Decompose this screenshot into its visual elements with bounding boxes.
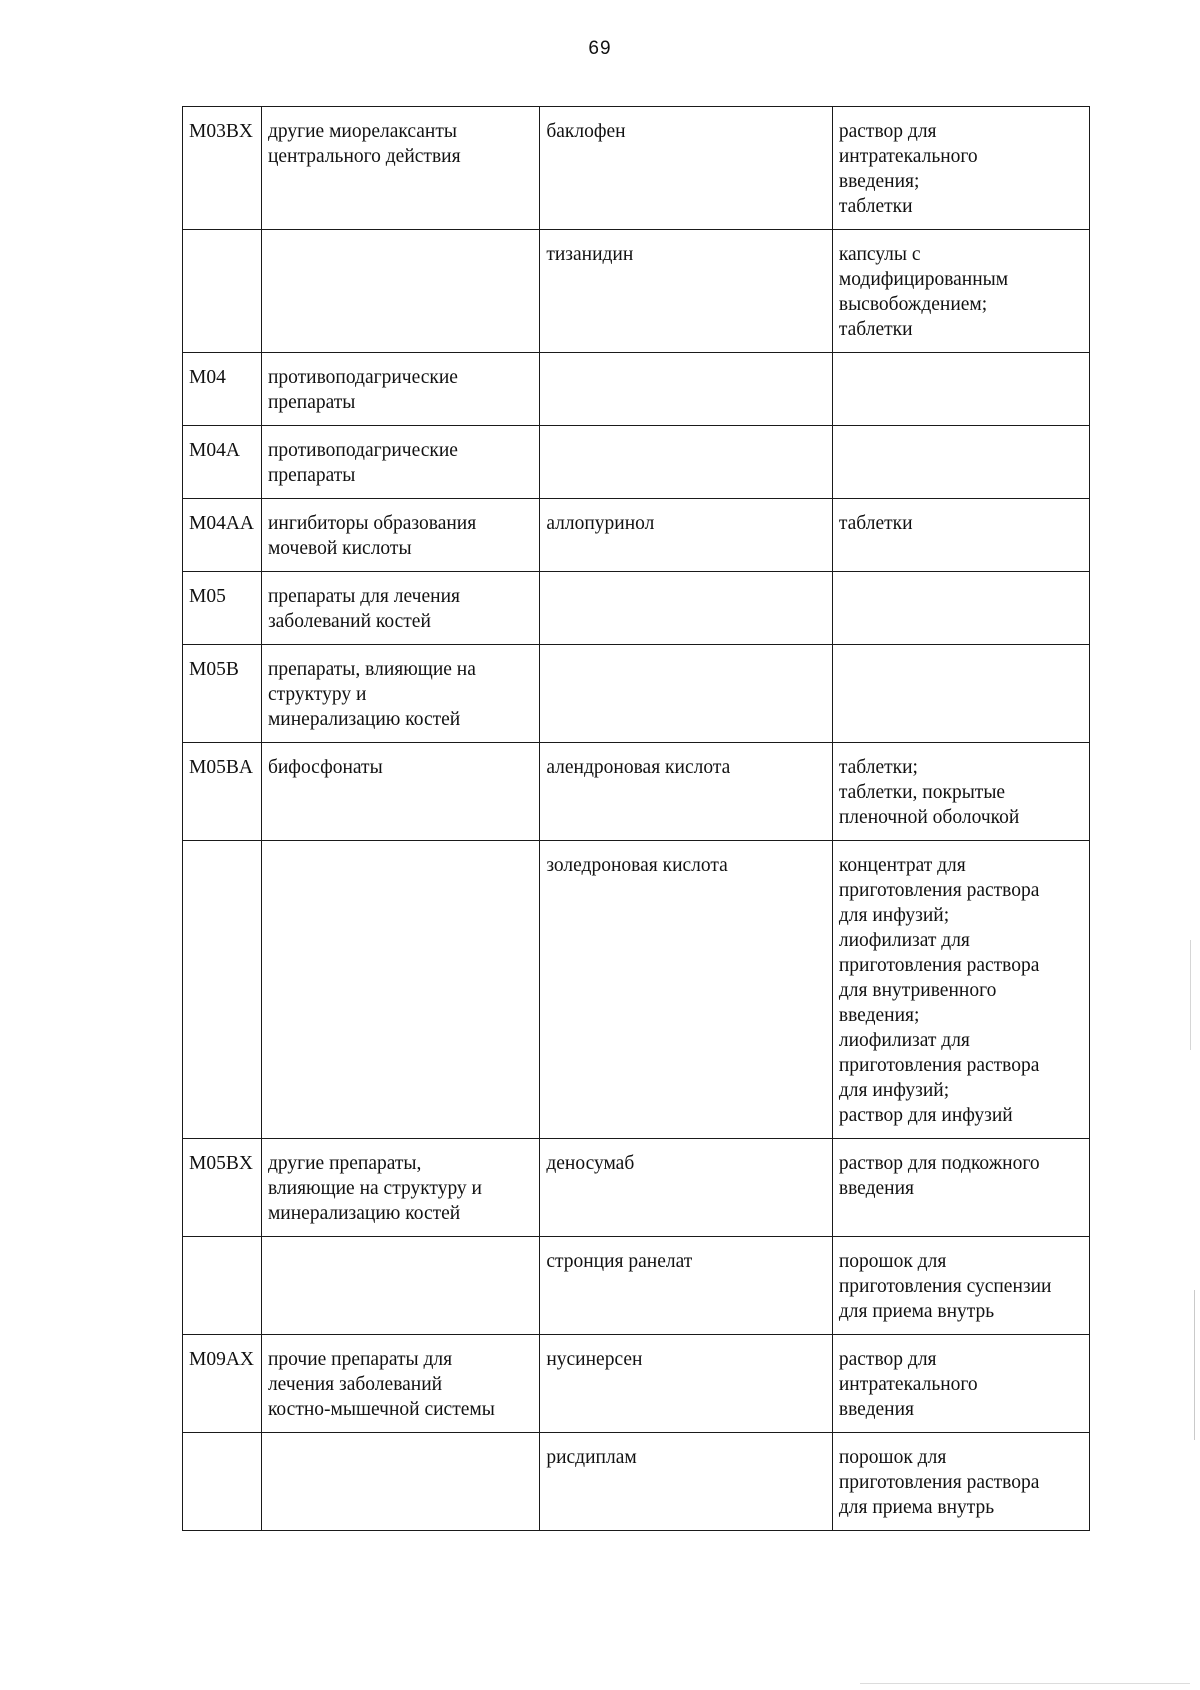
atc-code-cell — [183, 107, 262, 230]
atc-code-cell — [183, 230, 262, 353]
cell-text-line: раствор для — [838, 121, 937, 142]
drug-name-cell — [540, 1237, 833, 1335]
cell-text-line: капсулы с — [838, 244, 921, 265]
cell-text-line: баклофен — [546, 121, 626, 142]
cell-text-line: введения — [838, 1178, 914, 1199]
scan-artifact — [860, 1683, 1190, 1684]
pharmacological-group-cell — [261, 1139, 539, 1237]
table-row — [183, 645, 1090, 743]
cell-text-line: лиофилизат для — [838, 930, 970, 951]
cell-text-line: порошок для — [838, 1251, 947, 1272]
drug-name-cell — [540, 107, 833, 230]
dosage-forms-cell — [832, 841, 1089, 1139]
cell-text-line: препараты — [267, 392, 356, 413]
table-row — [183, 107, 1090, 230]
cell-text-line: минерализацию костей — [267, 709, 461, 730]
drug-name-cell — [540, 499, 833, 572]
pharmacological-group-cell — [261, 1237, 539, 1335]
table-row — [183, 1139, 1090, 1237]
cell-text-line: лиофилизат для — [838, 1030, 970, 1051]
atc-code-cell — [183, 572, 262, 645]
cell-text-line: тизанидин — [546, 244, 634, 265]
cell-text-line: приготовления раствора — [838, 955, 1040, 976]
cell-text-line: таблетки — [838, 319, 913, 340]
cell-text-line: высвобождением; — [838, 294, 988, 315]
cell-text-line: центрального действия — [267, 146, 461, 167]
dosage-forms-cell — [832, 230, 1089, 353]
pharmacological-group-cell — [261, 743, 539, 841]
cell-text-line: таблетки — [838, 196, 913, 217]
dosage-forms-cell — [832, 1237, 1089, 1335]
pharmacological-group-cell — [261, 841, 539, 1139]
table-body — [183, 107, 1090, 1531]
cell-text-line: аллопуринол — [546, 513, 655, 534]
cell-text-line: пленочной оболочкой — [838, 807, 1020, 828]
cell-text-line: для инфузий; — [838, 1080, 950, 1101]
pharmacological-group-cell — [261, 230, 539, 353]
cell-text-line: M03BX — [189, 121, 253, 142]
cell-text-line: интратекального — [838, 1374, 978, 1395]
cell-text-line: препараты — [267, 465, 356, 486]
cell-text-line: порошок для — [838, 1447, 947, 1468]
drug-name-cell — [540, 1335, 833, 1433]
atc-code-cell — [183, 743, 262, 841]
scan-artifact — [1194, 1290, 1195, 1440]
scan-artifact — [1190, 940, 1191, 1050]
dosage-forms-cell — [832, 1335, 1089, 1433]
cell-text-line: лечения заболеваний — [267, 1374, 443, 1395]
cell-text-line: раствор для — [838, 1349, 937, 1370]
atc-code-cell — [183, 1433, 262, 1531]
table-row — [183, 499, 1090, 572]
dosage-forms-cell — [832, 645, 1089, 743]
cell-text-line: препараты для лечения — [267, 586, 460, 607]
dosage-forms-cell — [832, 572, 1089, 645]
cell-text-line: противоподагрические — [267, 367, 458, 388]
cell-text-line: введения; — [838, 1005, 920, 1026]
dosage-forms-cell — [832, 1433, 1089, 1531]
cell-text-line: для приема внутрь — [838, 1497, 995, 1518]
pharmacological-group-cell — [261, 1433, 539, 1531]
drug-name-cell — [540, 353, 833, 426]
cell-text-line: M04AA — [189, 513, 255, 534]
cell-text-line: прочие препараты для — [267, 1349, 453, 1370]
dosage-forms-cell — [832, 1139, 1089, 1237]
cell-text-line: другие миорелаксанты — [267, 121, 457, 142]
atc-code-cell — [183, 1139, 262, 1237]
cell-text-line: приготовления раствора — [838, 1055, 1040, 1076]
cell-text-line: приготовления раствора — [838, 1472, 1040, 1493]
pharmacological-group-cell — [261, 1335, 539, 1433]
table-row — [183, 230, 1090, 353]
dosage-forms-cell — [832, 499, 1089, 572]
atc-code-cell — [183, 1237, 262, 1335]
cell-text-line: введения; — [838, 171, 920, 192]
cell-text-line: мочевой кислоты — [267, 538, 412, 559]
cell-text-line: таблетки, покрытые — [838, 782, 1006, 803]
drug-name-cell — [540, 645, 833, 743]
table-row — [183, 743, 1090, 841]
cell-text-line: костно-мышечной системы — [267, 1399, 495, 1420]
cell-text-line: алендроновая кислота — [546, 757, 731, 778]
pharmacological-group-cell — [261, 107, 539, 230]
drug-name-cell — [540, 572, 833, 645]
pharmacological-group-cell — [261, 572, 539, 645]
drug-name-cell — [540, 743, 833, 841]
cell-text-line: для инфузий; — [838, 905, 950, 926]
cell-text-line: противоподагрические — [267, 440, 458, 461]
cell-text-line: ингибиторы образования — [267, 513, 477, 534]
atc-code-cell — [183, 645, 262, 743]
cell-text-line: для приема внутрь — [838, 1301, 995, 1322]
cell-text-line: интратекального — [838, 146, 978, 167]
drug-name-cell — [540, 230, 833, 353]
cell-text-line: M04 — [189, 367, 226, 388]
cell-text-line: приготовления раствора — [838, 880, 1040, 901]
drug-name-cell — [540, 1433, 833, 1531]
cell-text-line: M05BA — [189, 757, 253, 778]
dosage-forms-cell — [832, 743, 1089, 841]
cell-text-line: таблетки; — [838, 757, 918, 778]
cell-text-line: структуру и — [267, 684, 367, 705]
cell-text-line: стронция ранелат — [546, 1251, 693, 1272]
cell-text-line: деносумаб — [546, 1153, 635, 1174]
drug-name-cell — [540, 841, 833, 1139]
cell-text-line: заболеваний костей — [267, 611, 431, 632]
cell-text-line: рисдиплам — [546, 1447, 637, 1468]
table-row — [183, 1433, 1090, 1531]
pharmacological-group-cell — [261, 499, 539, 572]
cell-text-line: M04A — [189, 440, 240, 461]
drug-table — [182, 106, 1090, 1531]
cell-text-line: введения — [838, 1399, 914, 1420]
table-row — [183, 353, 1090, 426]
cell-text-line: влияющие на структуру и — [267, 1178, 482, 1199]
cell-text-line: нусинерсен — [546, 1349, 643, 1370]
cell-text-line: другие препараты, — [267, 1153, 422, 1174]
drug-name-cell — [540, 1139, 833, 1237]
cell-text-line: золедроновая кислота — [546, 855, 728, 876]
cell-text-line: M05BX — [189, 1153, 253, 1174]
cell-text-line: минерализацию костей — [267, 1203, 461, 1224]
atc-code-cell — [183, 1335, 262, 1433]
table-row — [183, 426, 1090, 499]
cell-text-line: бифосфонаты — [267, 757, 383, 778]
table-row — [183, 572, 1090, 645]
cell-text-line: M05 — [189, 586, 226, 607]
cell-text-line: M09AX — [189, 1349, 255, 1370]
cell-text-line: для внутривенного — [838, 980, 997, 1001]
atc-code-cell — [183, 841, 262, 1139]
pharmacological-group-cell — [261, 426, 539, 499]
table-row — [183, 1237, 1090, 1335]
cell-text-line: приготовления суспензии — [838, 1276, 1052, 1297]
dosage-forms-cell — [832, 426, 1089, 499]
cell-text-line: M05B — [189, 659, 239, 680]
cell-text-line: модифицированным — [838, 269, 1009, 290]
atc-code-cell — [183, 426, 262, 499]
pharmacological-group-cell — [261, 353, 539, 426]
atc-code-cell — [183, 499, 262, 572]
table-row — [183, 1335, 1090, 1433]
page-number: 69 — [588, 38, 612, 59]
dosage-forms-cell — [832, 353, 1089, 426]
cell-text-line: концентрат для — [838, 855, 966, 876]
atc-code-cell — [183, 353, 262, 426]
cell-text-line: препараты, влияющие на — [267, 659, 476, 680]
table-row — [183, 841, 1090, 1139]
dosage-forms-cell — [832, 107, 1089, 230]
pharmacological-group-cell — [261, 645, 539, 743]
cell-text-line: раствор для инфузий — [838, 1105, 1013, 1126]
cell-text-line: раствор для подкожного — [838, 1153, 1040, 1174]
drug-name-cell — [540, 426, 833, 499]
cell-text-line: таблетки — [838, 513, 913, 534]
